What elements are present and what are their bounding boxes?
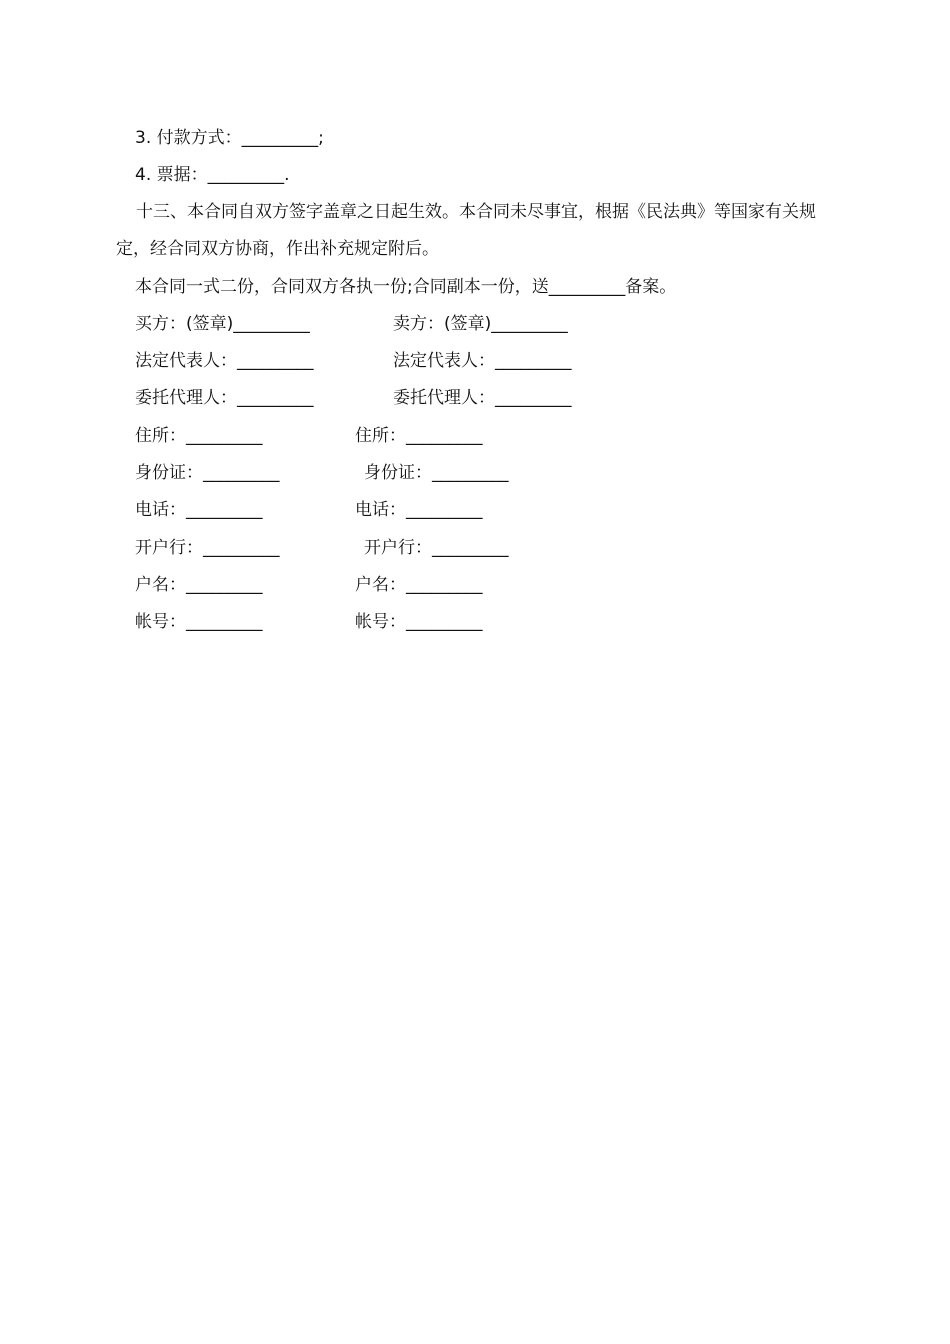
seller-account-name: 户名：_________ bbox=[355, 575, 483, 595]
seller-id-card: 身份证：_________ bbox=[364, 463, 509, 483]
buyer-signature: 买方：(签章)_________ bbox=[135, 314, 310, 334]
seller-bank: 开户行：_________ bbox=[364, 538, 509, 558]
invoice-clause: 4. 票据：_________. bbox=[135, 165, 290, 185]
buyer-phone: 电话：_________ bbox=[135, 500, 263, 520]
buyer-id-card: 身份证：_________ bbox=[135, 463, 280, 483]
seller-address: 住所：_________ bbox=[355, 426, 483, 446]
seller-signature: 卖方：(签章)_________ bbox=[393, 314, 568, 334]
seller-account-no: 帐号：_________ bbox=[355, 612, 483, 632]
buyer-legal-rep: 法定代表人：_________ bbox=[135, 351, 314, 371]
seller-agent: 委托代理人：_________ bbox=[393, 388, 572, 408]
seller-legal-rep: 法定代表人：_________ bbox=[393, 351, 572, 371]
buyer-account-name: 户名：_________ bbox=[135, 575, 263, 595]
buyer-account-no: 帐号：_________ bbox=[135, 612, 263, 632]
copies-clause: 本合同一式二份，合同双方各执一份;合同副本一份，送_________备案。 bbox=[135, 277, 677, 297]
seller-phone: 电话：_________ bbox=[355, 500, 483, 520]
buyer-agent: 委托代理人：_________ bbox=[135, 388, 314, 408]
payment-method-clause: 3. 付款方式：_________; bbox=[135, 128, 324, 148]
effect-clause: 十三、本合同自双方签字盖章之日起生效。本合同未尽事宜，根据《民法典》等国家有关规定，经合同双方协商，作出补充规定附后。 bbox=[116, 202, 816, 259]
buyer-bank: 开户行：_________ bbox=[135, 538, 280, 558]
buyer-address: 住所：_________ bbox=[135, 426, 263, 446]
